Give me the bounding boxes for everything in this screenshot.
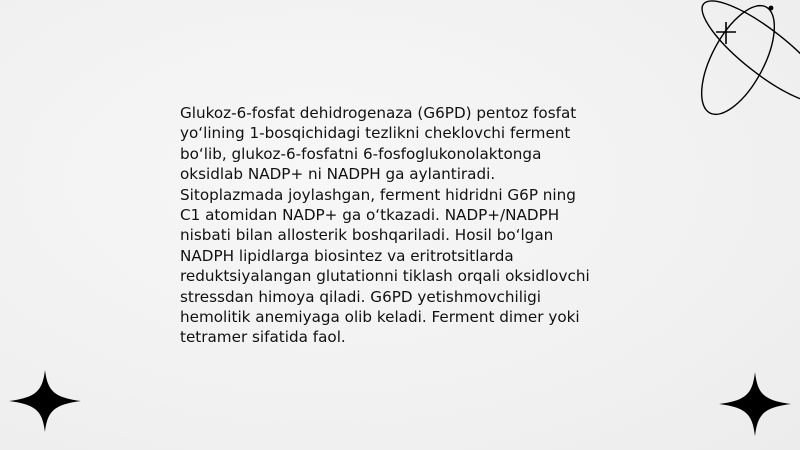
orbit-ellipse-2	[690, 0, 800, 117]
orbit-dot	[769, 6, 774, 11]
four-point-star-icon	[9, 370, 81, 432]
four-point-star-icon	[719, 372, 791, 436]
orbit-lines-icon	[660, 0, 800, 125]
body-paragraph: Glukoz-6-fosfat dehidrogenaza (G6PD) pentoz fosfat yo‘lining 1-bosqichidagi tezlikni cheklovchi ferment bo‘lib, glukoz-6-fosfatni 6-fosfoglukonolaktonga oksidlab NADP+ ni NADPH ga aylantiradi. Sitoplazmada joylashgan, ferment hidridni G6P ning C1 atomidan NADP+ ga o‘tkazadi. NADP+/NADPH nisbati bilan allosterik boshqariladi. Hosil bo‘lgan NADPH lipidlarga biosintez va eritrotsitlarda reduktsiyalangan glutationni tiklash orqali oksidlovchi stressdan himoya qiladi. G6PD yetishmovchiligi hemolitik anemiyaga olib keladi. Ferment dimer yoki tetramer sifatida faol.	[180, 104, 590, 347]
orbit-ellipse-1	[687, 0, 789, 125]
